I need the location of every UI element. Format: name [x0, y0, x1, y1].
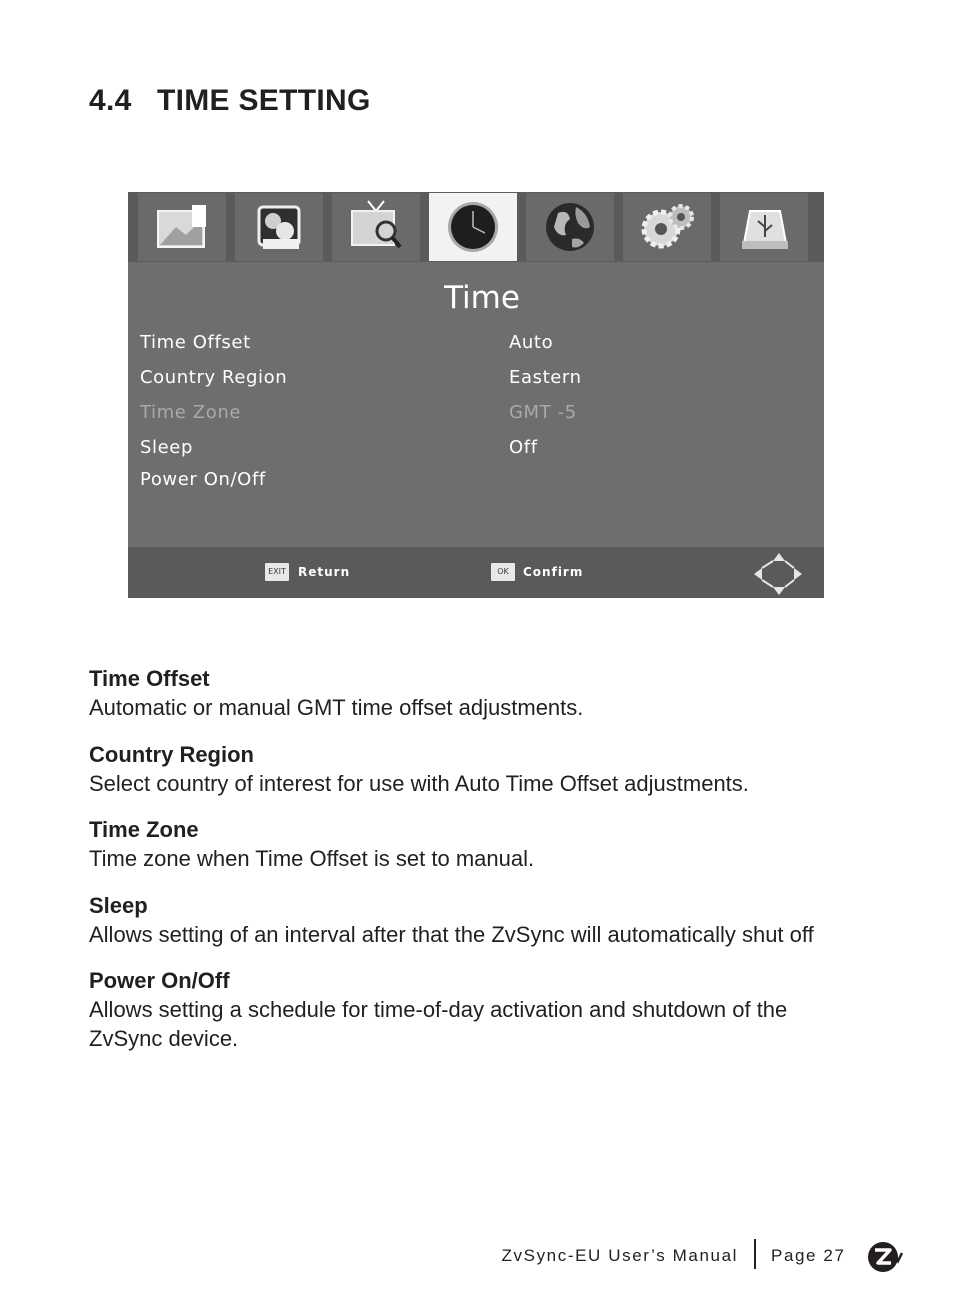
description-text: Allows setting a schedule for time-of-day activation and shutdown of the ZvSync device. [89, 997, 788, 1051]
tab-picture[interactable] [138, 193, 226, 261]
menu-icon-bar [128, 192, 824, 262]
section-number: 4.4 [89, 84, 132, 117]
globe-icon [540, 197, 600, 255]
menu-row-power-on-off[interactable] [140, 469, 800, 499]
menu-title: Time [444, 280, 520, 316]
description-text: Select country of interest for use with Auto Time Offset adjustments. [89, 771, 749, 796]
zv-logo-icon [868, 1241, 904, 1273]
page-number: Page 27 [771, 1246, 846, 1265]
tv-menu-screenshot [128, 192, 824, 598]
description-term: Time Offset [89, 666, 210, 691]
menu-row-time-offset[interactable] [140, 332, 800, 362]
clock-icon [443, 197, 503, 255]
section-title: TIME SETTING [157, 84, 371, 117]
tv-icon [346, 197, 406, 255]
manual-title: ZvSync-EU User’s Manual [501, 1246, 738, 1265]
description-text: Time zone when Time Offset is set to manual. [89, 846, 535, 871]
menu-row-label: Country Region [140, 367, 288, 388]
description-term: Power On/Off [89, 968, 230, 993]
description-term: Sleep [89, 893, 148, 918]
menu-row-value: Auto [509, 332, 554, 353]
tab-tv[interactable] [332, 193, 420, 261]
description-time-offset [89, 665, 889, 722]
menu-row-country-region[interactable] [140, 367, 800, 397]
confirm-hint[interactable]: Confirm [523, 565, 584, 579]
menu-row-value: GMT -5 [509, 402, 577, 423]
exit-key-badge: EXIT [265, 563, 289, 581]
tab-setup[interactable] [623, 193, 711, 261]
description-country-region [89, 741, 889, 798]
photo-icon [249, 197, 309, 255]
ok-key-badge: OK [491, 563, 515, 581]
tab-usb[interactable] [720, 193, 808, 261]
menu-row-label: Time Offset [140, 332, 251, 353]
menu-row-label: Sleep [140, 437, 194, 458]
description-text: Allows setting of an interval after that the ZvSync will automatically shut off [89, 922, 814, 947]
gears-icon [637, 197, 697, 255]
page-footer [0, 1243, 954, 1273]
description-term: Country Region [89, 742, 254, 767]
usb-icon [734, 197, 794, 255]
description-sleep [89, 892, 889, 949]
menu-row-label: Time Zone [140, 402, 241, 423]
menu-row-sleep[interactable] [140, 437, 800, 467]
picture-icon [152, 197, 212, 255]
menu-row-value: Off [509, 437, 538, 458]
tab-photo[interactable] [235, 193, 323, 261]
return-hint[interactable]: Return [298, 565, 351, 579]
menu-row-label: Power On/Off [140, 469, 266, 490]
description-time-zone [89, 816, 889, 873]
menu-row-value: Eastern [509, 367, 582, 388]
footer-divider [754, 1239, 756, 1269]
navigation-arrows-icon [752, 551, 806, 597]
description-power-on-off [89, 967, 849, 1053]
section-heading [89, 84, 371, 118]
description-text: Automatic or manual GMT time offset adjustments. [89, 695, 584, 720]
menu-row-time-zone [140, 402, 800, 432]
tab-globe[interactable] [526, 193, 614, 261]
tab-clock[interactable] [429, 193, 517, 261]
description-term: Time Zone [89, 817, 199, 842]
menu-footer [128, 547, 824, 598]
